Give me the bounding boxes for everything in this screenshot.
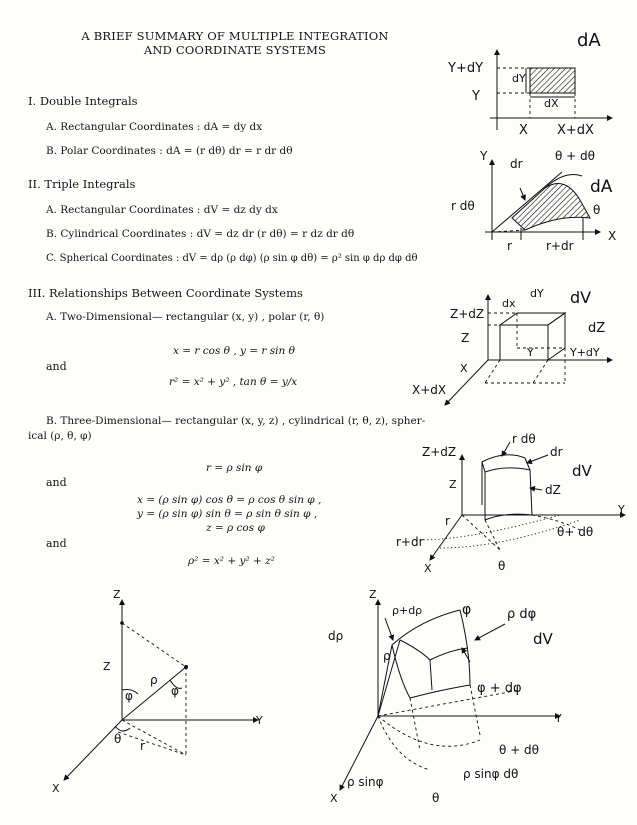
cyl-y-label: Y [618,503,625,516]
x-plus-dx-3d-label: X+dX [412,383,447,397]
x-label: X [519,123,528,138]
x-plus-dx-label: X+dX [557,123,594,138]
rho-dphi-label: ρ dφ [507,607,537,622]
rho-sinphi-label: ρ sinφ [347,775,384,789]
sph-theta-label: θ [114,732,122,746]
double-rect-formula: A. Rectangular Coordinates : dA = dy dx [46,121,263,133]
dA-label: dA [577,30,601,51]
three-dim-eq-4: z = ρ cos φ [206,522,265,534]
sph-z-label: Z [103,660,111,673]
sph-x-label: X [52,782,60,795]
figure-cyl-dV [396,432,625,575]
dz-3d-label: dZ [588,321,606,336]
y-label: Y [472,89,480,104]
cyl-r-plus-dr-label: r+dr [396,535,424,549]
z-3d-label: Z [461,331,470,345]
cyl-z-label: Z [449,478,457,491]
figure-rect-dV [412,287,612,405]
section-1-heading: I. Double Integrals [28,94,138,108]
sphv-rho-label: ρ [383,649,391,663]
dV-rect-label: dV [570,288,592,307]
polar-y-axis-label: Y [480,149,488,163]
sphv-theta-label: θ [432,791,440,805]
r-dtheta-label: r dθ [451,199,475,213]
double-polar-formula: B. Polar Coordinates : dA = (r dθ) dr = r dr dθ [46,145,293,157]
dx-3d-label: dx [502,297,516,310]
title-line-1: A BRIEF SUMMARY OF MULTIPLE INTEGRATION [81,29,389,43]
three-dim-eq-5: ρ² = x² + y² + z² [188,555,275,567]
sphv-phi-label: φ [462,602,472,618]
section-2-heading: II. Triple Integrals [28,177,136,191]
sphv-dV-label: dV [533,630,553,648]
cyl-theta-label: θ [498,559,506,573]
figure-spherical-dV [328,588,562,805]
dx-label: dX [544,97,559,110]
r-plus-dr-label: r+dr [546,239,574,253]
three-dim-eq-3: y = (ρ sin φ) sin θ = ρ sin θ sin φ , [137,508,318,520]
cyl-dr-label: dr [550,445,563,459]
polar-dr-label: dr [510,157,523,171]
triple-sph-formula: C. Spherical Coordinates : dV = dρ (ρ dφ) (ρ sin φ dθ) = ρ² sin φ dρ dφ dθ [46,253,418,264]
three-dim-heading-cont: ical (ρ, θ, φ) [28,430,92,442]
cyl-dV-label: dV [572,462,592,480]
sphv-z-label: Z [369,588,377,601]
theta-label: θ [593,203,601,217]
figure-polar-dA [451,149,616,253]
two-dim-eq-2: r² = x² + y² , tan θ = y/x [169,376,298,388]
rho-plus-drho-label: ρ+dρ [392,604,423,617]
cyl-dz-label: dZ [545,483,561,497]
theta-plus-dtheta-label: θ + dθ [555,149,595,163]
figure-rect-dA [447,30,612,138]
sph-r-label: r [140,739,145,753]
triple-cyl-formula: B. Cylindrical Coordinates : dV = dz dr (r dθ) = r dz dr dθ [46,228,355,240]
cyl-r-label: r [445,514,450,528]
sphv-y-label: Y [555,712,562,725]
section-3-heading: III. Relationships Between Coordinate Systems [28,286,303,300]
sphv-x-label: X [330,792,338,805]
y-plus-dy-label: Y+dY [448,61,484,76]
and-label-2: and [46,476,67,489]
three-dim-heading: B. Three-Dimensional— rectangular (x, y, z) , cylindrical (r, θ, z), spher- [46,415,426,427]
cyl-z-plus-dz-label: Z+dZ [422,445,457,459]
cyl-x-label: X [424,562,432,575]
three-dim-eq-1: r = ρ sin φ [206,462,263,474]
x-3d-label: X [460,362,468,375]
two-dim-eq-1: x = r cos θ , y = r sin θ [173,345,295,357]
polar-x-axis-label: X [608,229,617,243]
and-label-3: and [46,537,67,550]
sphv-theta-plus-dtheta-label: θ + dθ [499,743,539,757]
rho-sinphi-dtheta-label: ρ sinφ dθ [463,767,519,781]
two-dim-heading: A. Two-Dimensional— rectangular (x, y) , polar (r, θ) [46,311,325,323]
phi-plus-dphi-label: φ + dφ [477,681,522,696]
r-label: r [507,239,512,253]
figure-spherical-axes [52,588,263,795]
y-3d-label: Y [527,346,534,359]
title-line-2: AND COORDINATE SYSTEMS [143,43,327,57]
dy-label: dY [512,72,526,85]
sph-y-label: Y [256,714,263,727]
drho-label: dρ [328,629,344,643]
dy-3d-label: dY [530,287,544,300]
and-label-1: and [46,360,67,373]
sph-phi-label: φ [125,689,133,703]
polar-dA-label: dA [590,177,613,197]
sph-rho-label: ρ [150,673,158,687]
sph-z-top-label: Z [113,588,121,601]
cyl-r-dtheta-label: r dθ [512,432,536,446]
cyl-theta-plus-dtheta-label: θ+ dθ [557,525,594,539]
z-plus-dz-label: Z+dZ [450,307,485,321]
y-plus-dy-3d-label: Y+dY [570,346,600,359]
three-dim-eq-2: x = (ρ sin φ) cos θ = ρ cos θ sin φ , [137,494,322,506]
triple-rect-formula: A. Rectangular Coordinates : dV = dz dy dx [46,204,278,216]
sph-phi2-label: φ [171,684,179,698]
